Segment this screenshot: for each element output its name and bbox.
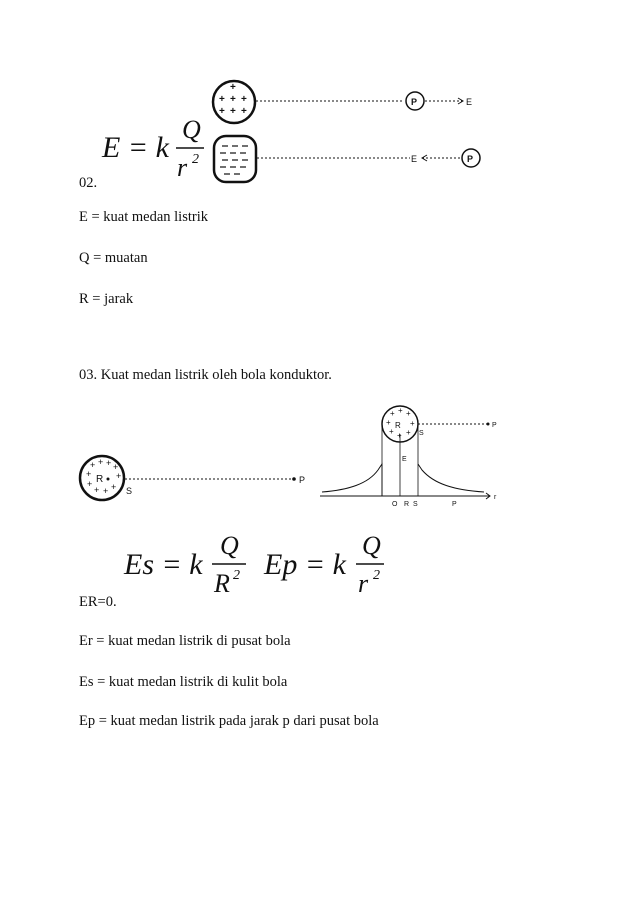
er-zero: ER=0. bbox=[79, 594, 117, 610]
graph-label-r: R bbox=[395, 421, 401, 430]
svg-text:+: + bbox=[406, 409, 411, 418]
formula-lhs: E = k bbox=[102, 131, 169, 164]
figure-03-right bbox=[318, 404, 508, 510]
figure-03-left bbox=[78, 452, 318, 504]
svg-text:+: + bbox=[98, 457, 104, 467]
ep-denominator: r bbox=[358, 569, 369, 598]
formula-denominator: r bbox=[177, 153, 188, 182]
es-lhs: Es = k bbox=[124, 548, 203, 581]
graph-curve-right bbox=[418, 464, 484, 492]
svg-text:+: + bbox=[116, 471, 122, 481]
svg-text:+: + bbox=[230, 82, 236, 93]
svg-text:+: + bbox=[113, 462, 119, 472]
graph-axis-p: P bbox=[452, 501, 457, 508]
svg-text:+: + bbox=[111, 482, 117, 492]
svg-text:+: + bbox=[386, 418, 391, 427]
positive-charges bbox=[219, 82, 247, 117]
center-dot bbox=[107, 478, 110, 481]
svg-text:+: + bbox=[230, 94, 236, 105]
bottom-label-p: P bbox=[467, 154, 474, 164]
section-03-heading: 03. Kuat medan listrik oleh bola konduktor. bbox=[79, 367, 332, 383]
graph-axis-s: S bbox=[413, 501, 418, 508]
formula-numerator: Q bbox=[182, 115, 201, 144]
negative-sphere bbox=[214, 136, 256, 182]
figure-03-right-diagram bbox=[318, 404, 508, 510]
figure-02-diagram bbox=[100, 72, 500, 192]
es-numerator: Q bbox=[220, 531, 239, 560]
svg-text:+: + bbox=[90, 460, 96, 470]
graph-axis-r: R bbox=[404, 501, 410, 508]
definition-q: Q = muatan bbox=[79, 250, 148, 266]
section-02-number: 02. bbox=[79, 175, 98, 191]
svg-text:+: + bbox=[397, 431, 402, 440]
definition-ep: Ep = kuat medan listrik pada jarak p dari pusat bola bbox=[79, 713, 379, 729]
svg-text:+: + bbox=[103, 486, 109, 496]
top-label-e: E bbox=[466, 97, 473, 107]
definition-e: E = kuat medan listrik bbox=[79, 209, 208, 225]
es-exponent: 2 bbox=[233, 568, 240, 583]
svg-text:+: + bbox=[389, 427, 394, 436]
point-p-dot bbox=[292, 477, 296, 481]
ep-lhs: Ep = k bbox=[264, 548, 346, 581]
svg-text:+: + bbox=[241, 94, 247, 105]
svg-text:+: + bbox=[86, 469, 92, 479]
graph-curve-left bbox=[322, 464, 382, 496]
graph-axis-end: r bbox=[494, 494, 497, 501]
svg-text:+: + bbox=[106, 458, 112, 468]
graph-axis-o: O bbox=[392, 501, 398, 508]
ep-exponent: 2 bbox=[373, 568, 380, 583]
graph-label-p-top: P bbox=[492, 422, 497, 429]
svg-text:+: + bbox=[390, 409, 395, 418]
formula-es-ep-graphic bbox=[122, 528, 402, 600]
svg-text:+: + bbox=[219, 94, 225, 105]
definition-r: R = jarak bbox=[79, 291, 134, 307]
top-label-p: P bbox=[411, 97, 418, 107]
svg-text:+: + bbox=[406, 428, 411, 437]
svg-text:+: + bbox=[410, 419, 415, 428]
svg-text:+: + bbox=[219, 106, 225, 117]
definition-es: Es = kuat medan listrik di kulit bola bbox=[79, 674, 288, 690]
label-s: S bbox=[126, 486, 133, 496]
formula-exponent: 2 bbox=[192, 152, 199, 167]
bottom-label-e: E bbox=[411, 154, 418, 164]
figure-03-left-diagram bbox=[78, 452, 318, 504]
graph-label-e: E bbox=[402, 456, 407, 463]
svg-text:+: + bbox=[398, 406, 403, 415]
graph-point-dot bbox=[487, 423, 490, 426]
ep-numerator: Q bbox=[362, 531, 381, 560]
es-denominator: R bbox=[214, 569, 230, 598]
figure-02 bbox=[100, 72, 500, 192]
svg-text:+: + bbox=[230, 106, 236, 117]
svg-text:+: + bbox=[241, 106, 247, 117]
negative-charges bbox=[220, 146, 248, 174]
svg-text:+: + bbox=[94, 485, 100, 495]
label-p: P bbox=[299, 475, 306, 485]
svg-text:+: + bbox=[87, 479, 93, 489]
sphere-charges bbox=[86, 457, 121, 496]
graph-label-s: S bbox=[419, 430, 424, 437]
label-r: R bbox=[96, 474, 104, 485]
definition-er: Er = kuat medan listrik di pusat bola bbox=[79, 633, 291, 649]
formula-es-ep bbox=[122, 528, 402, 600]
